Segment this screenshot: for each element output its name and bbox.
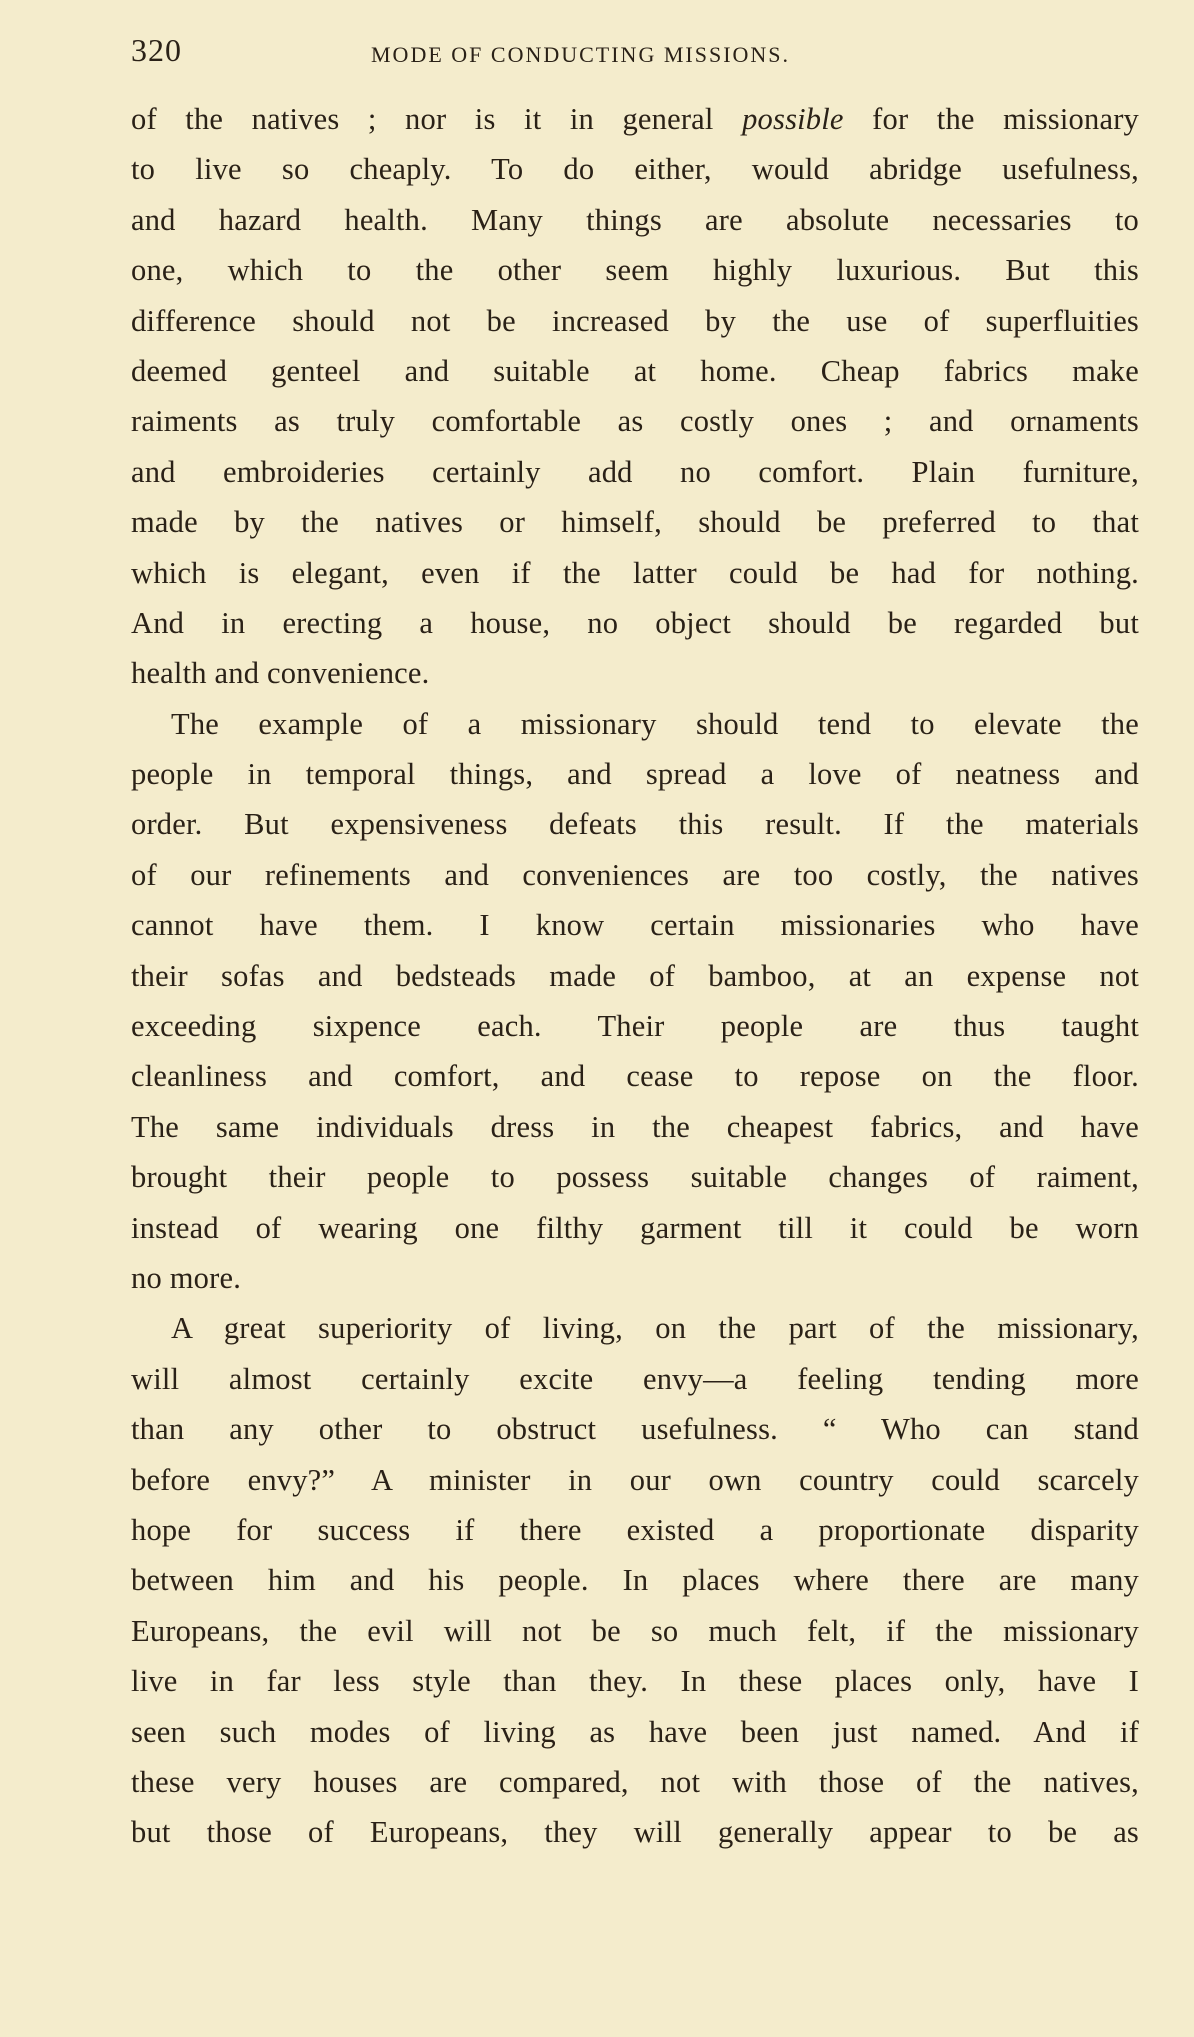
text-line: hope for success if there existed a proportionate disparity bbox=[131, 1512, 1139, 1547]
text-line: difference should not be increased by the use of superfluities bbox=[131, 303, 1139, 338]
text-line: one, which to the other seem highly luxurious. But this bbox=[131, 253, 1139, 288]
text-line: order. But expensiveness defeats this result. If the materials bbox=[131, 807, 1139, 842]
text-line: and embroideries certainly add no comfort. Plain furniture, bbox=[131, 454, 1139, 489]
text-line: between him and his people. In places where there are many bbox=[131, 1563, 1139, 1598]
text-line: cannot have them. I know certain missionaries who have bbox=[131, 908, 1139, 943]
text-line: raiments as truly comfortable as costly ones ; and ornaments bbox=[131, 404, 1139, 439]
text-line: deemed genteel and suitable at home. Cheap fabrics make bbox=[131, 353, 1139, 388]
text-line: health and convenience. bbox=[131, 656, 430, 691]
body-text bbox=[131, 94, 1139, 1858]
italic-word: possible bbox=[742, 102, 844, 136]
text-line: instead of wearing one filthy garment till it could be worn bbox=[131, 1210, 1139, 1245]
text-line: seen such modes of living as have been just named. And if bbox=[131, 1714, 1139, 1749]
text-line: brought their people to possess suitable changes of raiment, bbox=[131, 1160, 1139, 1195]
text-line: The same individuals dress in the cheapest fabrics, and have bbox=[131, 1109, 1139, 1144]
page-number: 320 bbox=[131, 32, 182, 68]
text-line: live in far less style than they. In these places only, have I bbox=[131, 1664, 1139, 1699]
text-line: And in erecting a house, no object should be regarded but bbox=[131, 605, 1139, 640]
text-line bbox=[131, 94, 1139, 144]
text-line: before envy?” A minister in our own country could scarcely bbox=[131, 1462, 1139, 1497]
text-line: to live so cheaply. To do either, would abridge usefulness, bbox=[131, 152, 1139, 187]
text-line: of our refinements and conveniences are too costly, the natives bbox=[131, 857, 1139, 892]
text-line: but those of Europeans, they will generally appear to be as bbox=[131, 1815, 1139, 1850]
text-line: these very houses are compared, not with those of the natives, bbox=[131, 1764, 1139, 1799]
text-line: no more. bbox=[131, 1260, 242, 1295]
text-line: A great superiority of living, on the part of the missionary, bbox=[171, 1311, 1139, 1346]
text-line: and hazard health. Many things are absolute necessaries to bbox=[131, 202, 1139, 237]
text-line: which is elegant, even if the latter could be had for nothing. bbox=[131, 555, 1139, 590]
text-line: exceeding sixpence each. Their people are thus taught bbox=[131, 1009, 1139, 1044]
text-line: The example of a missionary should tend to elevate the bbox=[171, 706, 1139, 741]
text-line-lead: of the natives ; nor is it in general bbox=[131, 102, 714, 136]
running-head bbox=[131, 30, 1134, 80]
text-line-tail: for the missionary bbox=[872, 102, 1139, 136]
text-line: their sofas and bedsteads made of bamboo, at an expense not bbox=[131, 958, 1139, 993]
text-line: cleanliness and comfort, and cease to repose on the floor. bbox=[131, 1059, 1139, 1094]
text-line: made by the natives or himself, should be preferred to that bbox=[131, 505, 1139, 540]
text-line: Europeans, the evil will not be so much felt, if the missionary bbox=[131, 1613, 1139, 1648]
text-line: than any other to obstruct usefulness. “ Who can stand bbox=[131, 1412, 1139, 1447]
running-title: MODE OF CONDUCTING MISSIONS. bbox=[371, 42, 791, 67]
text-line: will almost certainly excite envy—a feeling tending more bbox=[131, 1361, 1139, 1396]
text-line: people in temporal things, and spread a love of neatness and bbox=[131, 757, 1139, 792]
